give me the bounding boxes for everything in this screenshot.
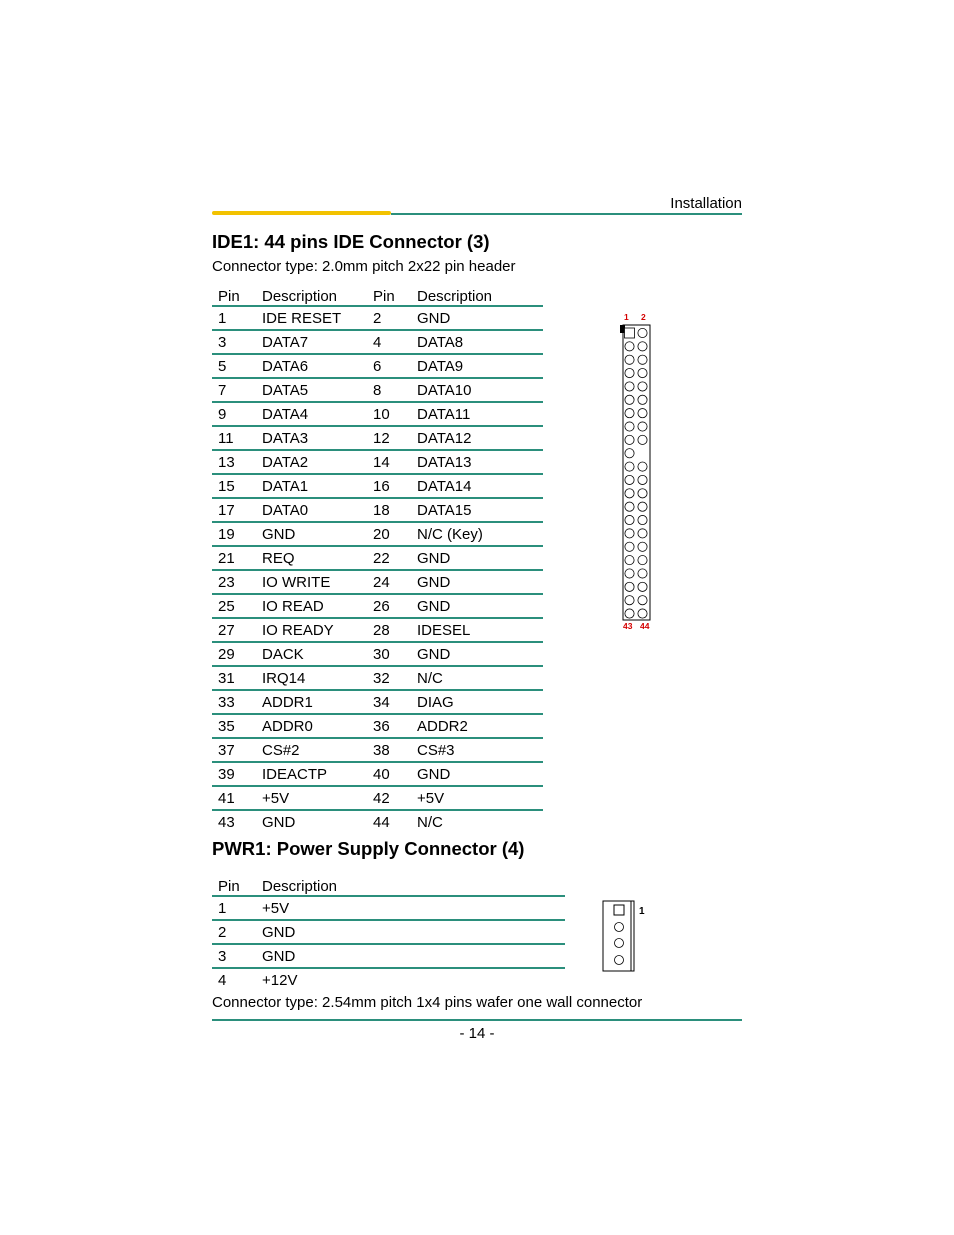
ide-pin: [638, 515, 647, 524]
ide-pin-table: [212, 283, 543, 833]
table-row: [212, 522, 543, 546]
pin-description-cell: DATA0: [256, 498, 367, 522]
pin-description-cell: GND: [256, 522, 367, 546]
pin-number-cell: 31: [212, 666, 256, 690]
pin-description-cell: N/C (Key): [411, 522, 543, 546]
pin-description-cell: ADDR1: [256, 690, 367, 714]
pin-description-cell: +5V: [256, 786, 367, 810]
ide-pin: [625, 569, 634, 578]
pwr-pin: [615, 939, 624, 948]
pin-number-cell: 7: [212, 378, 256, 402]
table-row: [212, 474, 543, 498]
table-header-row: [212, 283, 543, 306]
ide-pin: [625, 529, 634, 538]
pin-number-cell: 39: [212, 762, 256, 786]
pin-description-cell: DIAG: [411, 690, 543, 714]
pin-description-cell: DATA15: [411, 498, 543, 522]
pin-description-cell: +12V: [262, 971, 298, 989]
pin-description-cell: IDESEL: [411, 618, 543, 642]
table-row: [212, 714, 543, 738]
pwr-pin-table: [212, 873, 565, 991]
pin-number-cell: 28: [367, 618, 411, 642]
pin-number-cell: 8: [367, 378, 411, 402]
page-number: - 14 -: [459, 1025, 495, 1042]
ide-pin: [625, 609, 634, 618]
pwr-pin: [615, 923, 624, 932]
pin-number-cell: 20: [367, 522, 411, 546]
pin-number-cell: 33: [212, 690, 256, 714]
column-header-pin: Pin: [212, 873, 256, 896]
pin-description-cell: GND: [411, 642, 543, 666]
table-row: [212, 498, 543, 522]
pin-number-cell: 9: [212, 402, 256, 426]
ide-pin: [625, 355, 634, 364]
pin-description-cell: IO WRITE: [256, 570, 367, 594]
table-row: [212, 738, 543, 762]
pwr-section-title: PWR1: Power Supply Connector (4): [212, 838, 525, 859]
pin-number-cell: 2: [367, 306, 411, 330]
pin-description-cell: IRQ14: [256, 666, 367, 690]
ide-pin: [638, 422, 647, 431]
ide-pin: [625, 582, 634, 591]
table-row: [212, 762, 543, 786]
table-row: [212, 450, 543, 474]
ide-pin: [638, 489, 647, 498]
pin-description-cell: DATA1: [256, 474, 367, 498]
pin-description-cell: N/C: [411, 666, 543, 690]
ide-pin: [638, 529, 647, 538]
ide-pin: [625, 395, 634, 404]
pin-number-cell: 18: [367, 498, 411, 522]
ide-diagram-label-pin1: 1: [624, 312, 629, 322]
pin-description-cell: IDEACTP: [256, 762, 367, 786]
pin-number-cell: 41: [212, 786, 256, 810]
pin-number-cell: 38: [367, 738, 411, 762]
pin-description-cell: DATA4: [256, 402, 367, 426]
ide-connector-diagram: [616, 308, 660, 634]
pin-description-cell: GND: [411, 570, 543, 594]
header-accent-rule: [212, 211, 391, 215]
ide-pin: [625, 596, 634, 605]
ide-pin: [625, 342, 634, 351]
pin-number-cell: 12: [367, 426, 411, 450]
pwr-pin-square: [614, 905, 624, 915]
pin-description-cell: GND: [256, 944, 565, 968]
pin-number-cell: 15: [212, 474, 256, 498]
ide-pin: [625, 368, 634, 377]
ide-pin: [638, 542, 647, 551]
ide-pin: [638, 569, 647, 578]
pin-description-cell: DATA11: [411, 402, 543, 426]
pin-number-cell: 22: [367, 546, 411, 570]
pin-number-cell: 19: [212, 522, 256, 546]
pin-number-cell: 4: [367, 330, 411, 354]
pin-number-cell: 5: [212, 354, 256, 378]
ide-pin: [625, 556, 634, 565]
pin-number-cell: 42: [367, 786, 411, 810]
pin-description-cell: ADDR0: [256, 714, 367, 738]
table-row: [212, 896, 565, 920]
pin-number-cell: 29: [212, 642, 256, 666]
pin-number-cell: 35: [212, 714, 256, 738]
header-rule: [391, 213, 742, 215]
pin-description-cell: DATA5: [256, 378, 367, 402]
pin-description-cell: GND: [411, 594, 543, 618]
pin-number-cell: 24: [367, 570, 411, 594]
table-row: [212, 378, 543, 402]
ide-pin: [638, 462, 647, 471]
table-row: [212, 618, 543, 642]
header-section-label: Installation: [670, 195, 742, 212]
pwr-connector-type: Connector type: 2.54mm pitch 1x4 pins wafer one wall connector: [212, 994, 643, 1011]
ide-pin: [625, 475, 634, 484]
pin-number-cell: 14: [367, 450, 411, 474]
pin-number-cell: 32: [367, 666, 411, 690]
ide-pin: [638, 475, 647, 484]
pin-number-cell: 40: [367, 762, 411, 786]
ide-pin: [625, 422, 634, 431]
pin-description-cell: CS#3: [411, 738, 543, 762]
pin-number-cell: 21: [212, 546, 256, 570]
ide-pin: [638, 368, 647, 377]
pwr-connector-diagram: [600, 898, 650, 974]
pin-number-cell: 3: [212, 330, 256, 354]
pin-number-cell: 3: [212, 944, 256, 968]
ide-pin: [625, 328, 635, 338]
ide-pin: [625, 515, 634, 524]
pin-number-cell: 2: [212, 920, 256, 944]
ide-pin: [638, 395, 647, 404]
pin-description-cell: DATA8: [411, 330, 543, 354]
ide-pin: [638, 342, 647, 351]
table-row: [212, 594, 543, 618]
ide-pin: [638, 502, 647, 511]
pin-description-cell: N/C: [417, 813, 443, 831]
table-row: [212, 402, 543, 426]
pin-number-cell: 44: [373, 813, 390, 831]
table-row: [212, 354, 543, 378]
pin-description-cell: IDE RESET: [256, 306, 367, 330]
table-row: [212, 810, 543, 833]
pin-number-cell: 10: [367, 402, 411, 426]
ide-pin: [625, 449, 634, 458]
pin-number-cell: 11: [212, 426, 256, 450]
column-header-description: Description: [411, 283, 543, 306]
pin-description-cell: DATA9: [411, 354, 543, 378]
ide-section-title: IDE1: 44 pins IDE Connector (3): [212, 231, 490, 252]
ide-pin: [625, 489, 634, 498]
pin-number-cell: 34: [367, 690, 411, 714]
table-row: [212, 426, 543, 450]
pin-description-cell: DACK: [256, 642, 367, 666]
pin-description-cell: DATA3: [256, 426, 367, 450]
ide-pin: [638, 556, 647, 565]
pin-description-cell: DATA12: [411, 426, 543, 450]
pin-description-cell: GND: [262, 813, 296, 831]
ide-pin: [625, 502, 634, 511]
pin-number-cell: 4: [218, 971, 227, 989]
table-row: [212, 546, 543, 570]
ide-pin: [625, 542, 634, 551]
pin-description-cell: +5V: [256, 896, 565, 920]
table-row: [212, 666, 543, 690]
ide-pin: [638, 596, 647, 605]
ide-pin: [625, 435, 634, 444]
table-row: [212, 642, 543, 666]
pin-description-cell: DATA2: [256, 450, 367, 474]
column-header-pin: Pin: [212, 283, 256, 306]
table-row: [212, 968, 565, 991]
pin-description-cell: DATA6: [256, 354, 367, 378]
ide-pin: [625, 382, 634, 391]
pin-description-cell: DATA7: [256, 330, 367, 354]
table-row: [212, 786, 543, 810]
table-row: [212, 920, 565, 944]
column-header-description: Description: [256, 873, 565, 896]
pin-number-cell: 26: [367, 594, 411, 618]
pin-number-cell: 1: [212, 306, 256, 330]
pin-description-cell: CS#2: [256, 738, 367, 762]
column-header-pin: Pin: [367, 283, 411, 306]
table-row: [212, 306, 543, 330]
pin-description-cell: +5V: [411, 786, 543, 810]
pin-number-cell: 17: [212, 498, 256, 522]
pin-number-cell: 13: [212, 450, 256, 474]
ide-pin: [638, 409, 647, 418]
pin-description-cell: ADDR2: [411, 714, 543, 738]
ide-pin: [638, 609, 647, 618]
pin-number-cell: 16: [367, 474, 411, 498]
pin-number-cell: 36: [367, 714, 411, 738]
pwr-pin: [615, 956, 624, 965]
ide-pin: [625, 462, 634, 471]
pin-description-cell: GND: [411, 546, 543, 570]
table-row: [212, 944, 565, 968]
pin-number-cell: 30: [367, 642, 411, 666]
pin-number-cell: 27: [212, 618, 256, 642]
pin-description-cell: IO READY: [256, 618, 367, 642]
footer-rule: [212, 1019, 742, 1021]
ide-pin: [638, 355, 647, 364]
ide-pin: [625, 409, 634, 418]
pin-description-cell: GND: [411, 762, 543, 786]
pin-number-cell: 25: [212, 594, 256, 618]
pin-number-cell: 37: [212, 738, 256, 762]
pin-number-cell: 1: [212, 896, 256, 920]
table-row: [212, 570, 543, 594]
table-row: [212, 690, 543, 714]
pin-description-cell: GND: [256, 920, 565, 944]
ide-pin: [638, 382, 647, 391]
pin-description-cell: GND: [411, 306, 543, 330]
ide-diagram-label-pin44: 44: [640, 621, 650, 631]
pin-description-cell: DATA14: [411, 474, 543, 498]
pin-number-cell: 6: [367, 354, 411, 378]
table-row: [212, 330, 543, 354]
ide-connector-type: Connector type: 2.0mm pitch 2x22 pin header: [212, 258, 516, 275]
pin-description-cell: DATA13: [411, 450, 543, 474]
pin-description-cell: IO READ: [256, 594, 367, 618]
ide-diagram-label-pin2: 2: [641, 312, 646, 322]
table-header-row: [212, 873, 565, 896]
ide-pin: [638, 435, 647, 444]
pin-number-cell: 43: [218, 813, 235, 831]
pin-description-cell: DATA10: [411, 378, 543, 402]
ide-pin: [638, 582, 647, 591]
pin-number-cell: 23: [212, 570, 256, 594]
pwr-diagram-label-pin1: 1: [639, 906, 645, 917]
column-header-description: Description: [256, 283, 367, 306]
ide-pin: [638, 328, 647, 337]
pin-description-cell: REQ: [256, 546, 367, 570]
ide-diagram-label-pin43: 43: [623, 621, 633, 631]
